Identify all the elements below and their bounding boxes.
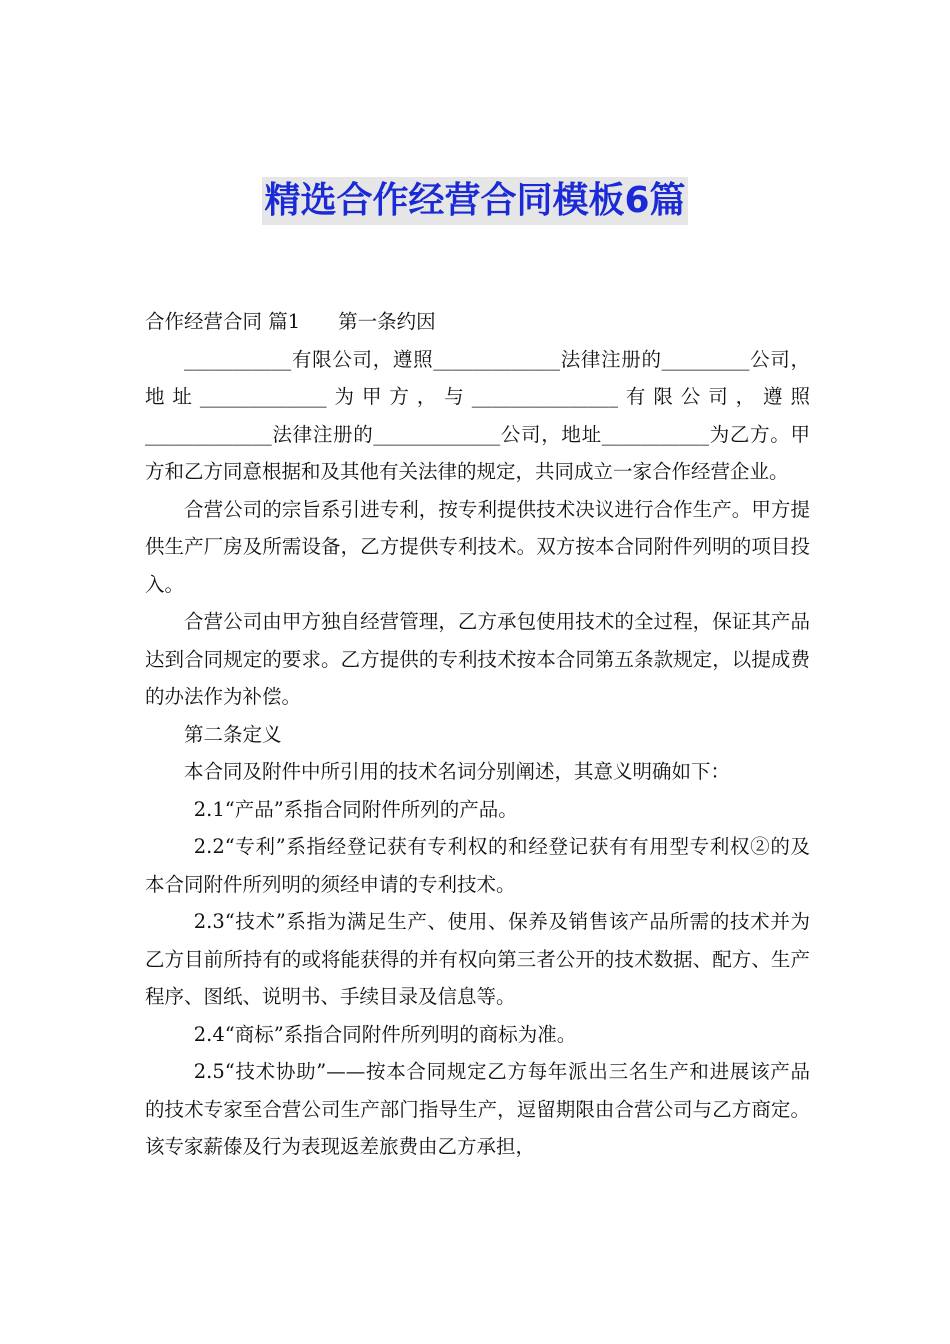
article-1-title: 第一条约因	[338, 310, 436, 333]
definition-2-5: 2.5“技术协助”——按本合同规定乙方每年派出三名生产和进展该产品的技术专家至合营公司生产部门指导生产，逗留期限由合营公司与乙方商定。该专家薪傣及行为表现返差旅费由乙方承担，	[145, 1060, 810, 1158]
definition-2-4: 2.4“商标”系指合同附件所列明的商标为准。	[193, 1022, 577, 1046]
title-container	[0, 177, 950, 225]
article-2-title: 第二条定义	[184, 722, 282, 746]
paragraph-purpose: 合营公司的宗旨系引进专利，按专利提供技术决议进行合作生产。甲方提供生产厂房及所需设备，乙方提供专利技术。双方按本合同附件列明的项目投入。	[145, 497, 810, 596]
paragraph-management: 合营公司由甲方独自经营管理，乙方承包使用技术的全过程，保证其产品达到合同规定的要求。乙方提供的专利技术按本合同第五条款规定，以提成费的办法作为补偿。	[145, 610, 810, 708]
contract-label: 合作经营合同 篇1	[145, 310, 301, 333]
paragraph-definitions-intro: 本合同及附件中所引用的技术名词分别阐述，其意义明确如下：	[184, 760, 731, 783]
definition-2-2: 2.2“专利”系指经登记获有专利权的和经登记获有有用型专利权②的及本合同附件所列明的须经申请的专利技术。	[145, 835, 810, 896]
definition-2-1: 2.1“产品”系指合同附件所列的产品。	[193, 797, 518, 821]
document-title: 精选合作经营合同模板6篇	[262, 177, 687, 225]
document-body	[145, 303, 810, 1166]
paragraph-parties: ___________有限公司，遵照_____________法律注册的_________公司，地址_____________为甲方，与_______________有限公司，遵照_____________法律注册的_____________公司，地址___________为乙方。甲方和乙方同意根据和及其他有关法律的规定，共同成立一家合作经营企业。	[145, 347, 810, 483]
section-header	[145, 303, 810, 341]
definition-2-3: 2.3“技术”系指为满足生产、使用、保养及销售该产品所需的技术并为乙方目前所持有的或将能获得的并有权向第三者公开的技术数据、配方、生产程序、图纸、说明书、手续目录及信息等。	[145, 910, 810, 1008]
